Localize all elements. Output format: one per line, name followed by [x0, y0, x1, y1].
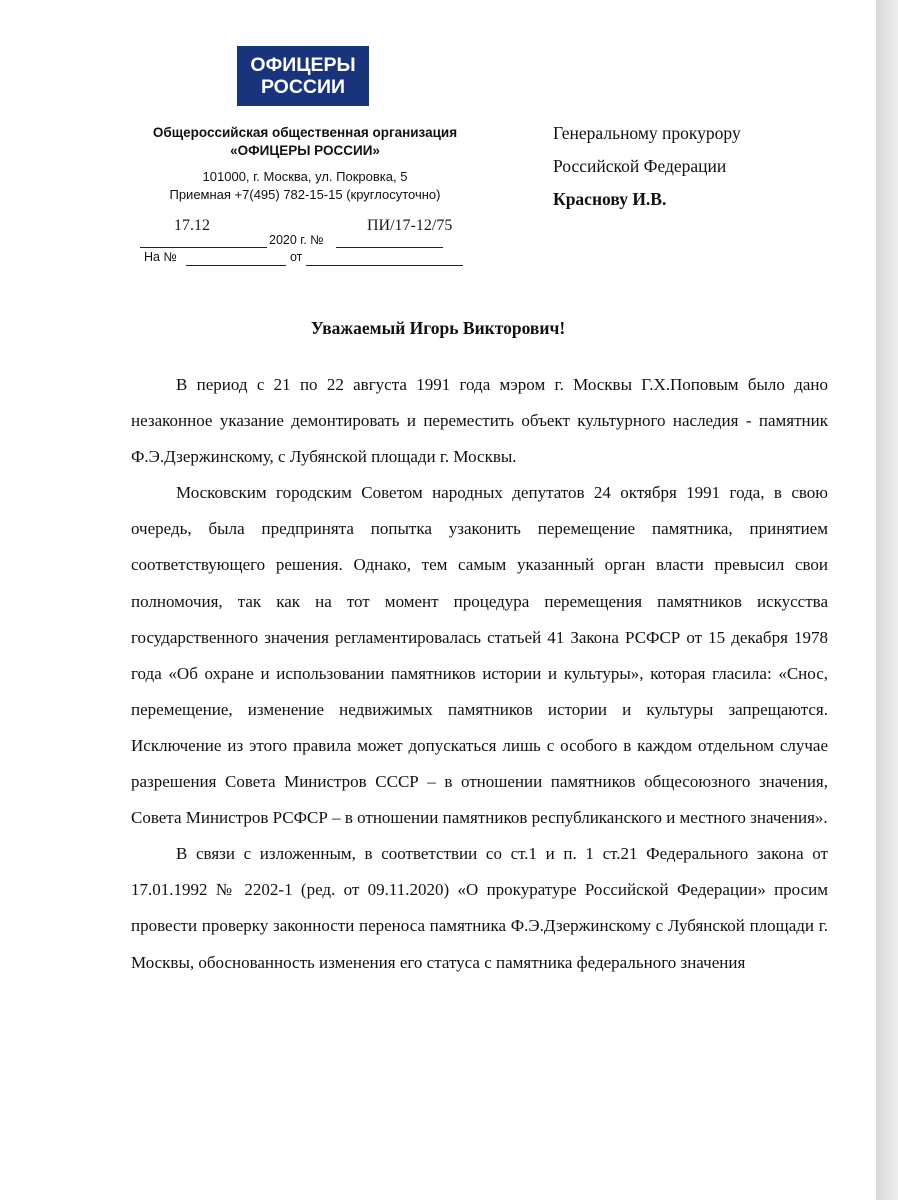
- paragraph-1: В период с 21 по 22 августа 1991 года мэром г. Москвы Г.Х.Поповым было дано незаконное указание демонтировать и переместить объект культурного наследия - памятник Ф.Э.Дзержинскому, с Лубянской площади г. Москвы.: [131, 375, 828, 467]
- org-name-line-2: «ОФИЦЕРЫ РОССИИ»: [230, 143, 380, 158]
- addressee-block: [553, 117, 741, 216]
- ref-ot-label: от: [290, 250, 303, 264]
- logo-line-2: РОССИИ: [260, 76, 346, 98]
- ref-date-filled: 17.12: [174, 217, 210, 234]
- paragraph-3: В связи с изложенным, в соответствии со ст.1 и п. 1 ст.21 Федерального закона от 17.01.1992 № 2202-1 (ред. от 09.11.2020) «О прокуратуре Российской Федерации» просим провести проверку законности переноса памятника Ф.Э.Дзержинскому с Лубянской площади г. Москвы, обоснованность изменения его статуса с памятника федерального значения: [131, 844, 828, 972]
- addressee-line-1: Генеральному прокурору: [553, 123, 741, 143]
- org-name-line-1: Общероссийская общественная организация: [152, 125, 458, 140]
- org-phone: Приемная +7(495) 782-15-15 (круглосуточно): [169, 187, 441, 202]
- ref-number-filled: ПИ/17-12/75: [367, 217, 453, 234]
- org-address: 101000, г. Москва, ул. Покровка, 5: [202, 169, 408, 184]
- page-edge: [876, 0, 898, 1200]
- org-logo: [237, 46, 369, 106]
- addressee-name: Краснову И.В.: [553, 189, 667, 209]
- addressee-line-2: Российской Федерации: [553, 156, 727, 176]
- paragraph-2: Московским городским Советом народных депутатов 24 октября 1991 года, в свою очередь, была предпринята попытка узаконить перемещение памятника, принятием соответствующего решения. Однако, тем самым указанный орган власти превысил свои полномочия, так как на тот момент процедура перемещения памятников искусства государственного значения регламентировалась статьей 41 Закона РСФСР от 15 декабря 1978 года «Об охране и использовании памятников истории и культуры», которая гласила: «Снос, перемещение, изменение недвижимых памятников истории и культуры запрещаются. Исключение из этого правила может допускаться лишь с особого в каждом отдельном случае разрешения Совета Министров СССР – в отношении памятников общесоюзного значения, Совета Министров РСФСР – в отношении памятников республиканского и местного значения».: [131, 483, 828, 828]
- salutation: Уважаемый Игорь Викторович!: [310, 318, 566, 338]
- ref-na-label: На №: [144, 250, 177, 264]
- logo-line-1: ОФИЦЕРЫ: [250, 54, 356, 76]
- letter-body: [131, 367, 828, 981]
- org-letterhead: [120, 124, 490, 204]
- ref-year-label: 2020 г. №: [269, 233, 324, 247]
